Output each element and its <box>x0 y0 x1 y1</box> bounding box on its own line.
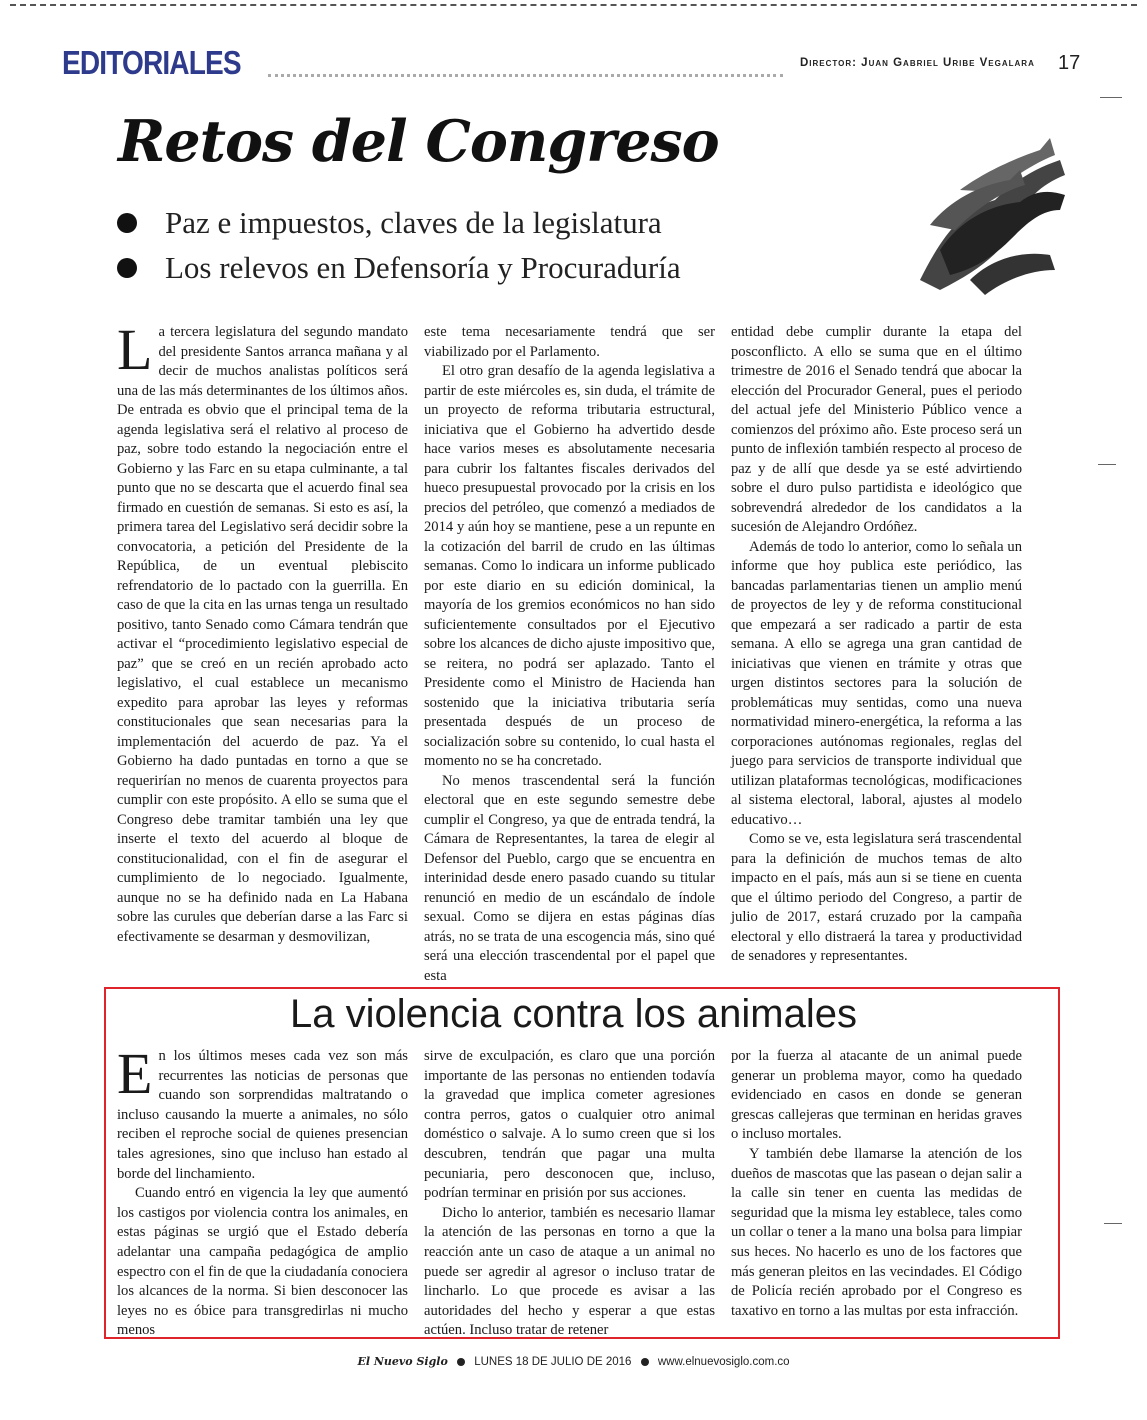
editorial-column-2 <box>424 323 715 986</box>
newspaper-brand: El Nuevo Siglo <box>357 1355 448 1368</box>
editorial-column-1 <box>117 317 408 947</box>
section-title: EDITORIALES <box>62 44 241 81</box>
paragraph: En los últimos meses cada vez son más recurrentes las noticias de personas que cuando son sorprendidas maltratando o incluso causando la muerte a animales, no sólo reciben el reproche social de quienes presencian tales agresiones, sino que incluso han estado al borde del linchamiento. <box>117 1041 408 1182</box>
paragraph: sirve de exculpación, es claro que una porción importante de las personas no entienden todavía la gravedad que implica cometer agresiones contra perros, gatos o cualquier otro animal doméstico o salvaje. A lo sumo creen que si los descubren, tendrán que pagar una multa pecuniaria, pero desconocen que, incluso, podrían terminar en prisión por sus acciones. <box>424 1048 715 1202</box>
paragraph: este tema necesariamente tendrá que ser viabilizado por el Parlamento. <box>424 324 715 360</box>
scan-mark <box>1098 464 1116 465</box>
scan-mark <box>1100 97 1122 98</box>
footer-url[interactable]: www.elnuevosiglo.com.co <box>657 1356 790 1368</box>
director-credit: Director: Juan Gabriel Uribe Vegalara <box>800 57 1035 69</box>
scan-mark <box>1104 1223 1122 1224</box>
paragraph: por la fuerza al atacante de un animal puede generar un problema mayor, como ha quedado evidenciado en casos en donde se generan grescas callejeras que terminan en heridas graves o incluso mortales. <box>731 1048 1022 1143</box>
paragraph: No menos trascendental será la función electoral que en este segundo semestre debe cumplir el Congreso, ya que de entrada tendrá, la Cámara de Representantes, la tarea de elegir al Defensor del Pueblo, cargo que se encuentra en interinidad desde enero pasado cuando su titular renunció en medio de un escándalo de índole sexual. Como se dijera en estas páginas días atrás, no se trata de una escogencia más, sino qué será una elección trascendental por el papel que esta <box>424 772 715 984</box>
top-border <box>10 4 1137 6</box>
paragraph: Además de todo lo anterior, como lo señala un informe que hoy publica este periódico, las bancadas parlamentarias tienen un amplio menú de proyectos de ley y de reforma constitucional que empezará a ser radicado a partir de esta semana. A ello se agrega una gran cantidad de iniciativas que vienen en trámite y otras que urgen distintos sectores para la solución de problemáticas muy sentidas, como una nueva normatividad minero-energética, la reforma a las corporaciones autónomas regionales, reglas del juego para servicios de transporte individual que utilizan plataformas tecnológicas, modificaciones al sistema electoral, laboral, ajustes al modelo educativo… <box>731 538 1022 828</box>
drop-cap: E <box>117 1041 153 1106</box>
paragraph: entidad debe cumplir durante la etapa del posconflicto. A ello se suma que en el último trimestre de 2016 el Senado tendrá que abocar la elección del Procurador General, pues el periodo del actual jefe del Ministerio Público vence a comienzos del próximo año. Este proceso será un punto de inflexión también respecto al proceso de paz y de allí que desde ya se esté advirtiendo sobre el duro pulso partidista e ideológico que sobrevendrá alrededor de los candidatos a la sucesión de Alejandro Ordóñez. <box>731 324 1022 535</box>
paragraph: Como se ve, esta legislatura será trascendental para la definición de muchos temas de alto impacto en el país, más aun si se tiene en cuenta que el último periodo del Congreso, a partir de julio de 2017, estará cruzado por la campaña electoral y ello distraerá la tarea y productividad de senadores y representantes. <box>731 831 1022 964</box>
paragraph: El otro gran desafío de la agenda legislativa a partir de este miércoles es, sin duda, el trámite de un proyecto de reforma tributaria estructural, iniciativa que el Gobierno ha advertido desde hace varios meses es absolutamente necesaria para cubrir los faltantes fiscales derivados del hueco presupuestal provocado por la crisis en los precios del petróleo, que comenzó a mediados de 2014 y aún hoy se mantiene, pese a un repunte en la cotización del barril de crudo en las últimas semanas. Como lo indicara un informe publicado por este diario en su edición dominical, la mayoría de los gremios económicos no han sido suficientemente consultados por el Ejecutivo sobre los alcances de dicho ajuste impositivo que, se reitera, no podrá ser aplazado. Tanto el Presidente como el Ministro de Hacienda han sostenido que la iniciativa tributaria sería presentada después de un proceso de socialización sobre su contenido, lo cual hasta el momento no se ha concretado. <box>424 363 715 769</box>
second-column-2 <box>424 1047 715 1341</box>
paragraph: La tercera legislatura del segundo mandato del presidente Santos arranca mañana y al decir de muchos analistas políticos será una de las más determinantes de los últimos años. De entrada es obvio que el principal tema de la agenda legislativa será el relativo al proceso de paz, sobre todo estando la negociación entre el Gobierno y las Farc en su etapa culminante, a tal punto que no se descarta que el acuerdo final sea firmado en cuestión de semanas. Si esto es así, la primera tarea del Legislativo será decidir sobre la convocatoria, a petición del Presidente de la República, de un eventual plebiscito refrendatorio de lo pactado con la guerrilla. En caso de que la cita en las urnas tenga un resultado positivo, tanto Senado como Cámara tendrán que activar el “procedimiento legislativo especial de paz” que se creó en un recién aprobado acto legislativo, el cual establece un mecanismo expedito para aprobar las leyes y reformas constitucionales que sean necesarias para la implementación del acuerdo de paz. Ya el Gobierno ha dado puntadas en torno a que se requerirían no menos de cuarenta proyectos para cumplir con este propósito. A ello se suma que el Congreso debe tramitar también una ley que inserte el texto del acuerdo al bloque de constitucionalidad, con el fin de asegurar el cumplimiento de lo negociado. Igualmente, aunque no se ha definido nada en La Habana sobre las curules que deberían darse a las Farc si efectivamente se desarman y desmovilizan, <box>117 317 408 945</box>
bullet-text: Los relevos en Defensoría y Procuraduría <box>165 249 681 285</box>
bullet-icon <box>117 258 137 278</box>
bullet-item <box>117 245 681 290</box>
paragraph: Y también debe llamarse la atención de los dueños de mascotas que las pasean o dejan salir a la calle sin tener en cuenta las medidas de seguridad que la misma ley establece, tales como un collar o tener a la mano una bolsa para limpiar sus heces. No hacerlo es uno de los factores que más generan pleitos en las vecindades. El Código de Policía recién aprobado por el Congreso es taxativo en torno a las multas por esta infracción. <box>731 1145 1022 1319</box>
header-divider <box>268 74 783 77</box>
editorial-column-3 <box>731 323 1022 967</box>
separator-dot-icon <box>457 1358 465 1366</box>
page-footer <box>0 1355 1147 1368</box>
bullet-item <box>117 200 681 245</box>
second-column-1 <box>117 1041 408 1341</box>
bullet-icon <box>117 213 137 233</box>
page-number: 17 <box>1058 52 1081 74</box>
paragraph: Dicho lo anterior, también es necesario llamar la atención de las personas en torno a que la reacción ante un caso de ataque a un animal no puede ser agredir al agresor o incluso tratar de lincharlo. Lo que procede es avisar a las autoridades del hecho y esperar a que estas actúen. Incluso tratar de retener <box>424 1204 715 1339</box>
bullet-text: Paz e impuestos, claves de la legislatura <box>165 204 662 240</box>
paragraph: Cuando entró en vigencia la ley que aumentó los castigos por violencia contra los animales, en estas páginas se urgió que el Estado debería adelantar una campaña pedagógica de amplio espectro con el fin de que la ciudadanía conociera los alcances de la norma. Si bien desconocer las leyes no es óbice para transgredirlas ni mucho menos <box>117 1185 408 1339</box>
editorial-bullets <box>117 200 681 290</box>
drop-cap: L <box>117 317 153 382</box>
second-column-3 <box>731 1047 1022 1321</box>
horses-illustration-icon <box>900 130 1070 300</box>
footer-date: LUNES 18 DE JULIO DE 2016 <box>474 1356 632 1368</box>
separator-dot-icon <box>641 1358 649 1366</box>
second-editorial-title: La violencia contra los animales <box>290 992 857 1036</box>
editorial-title: Retos del Congreso <box>118 108 719 175</box>
